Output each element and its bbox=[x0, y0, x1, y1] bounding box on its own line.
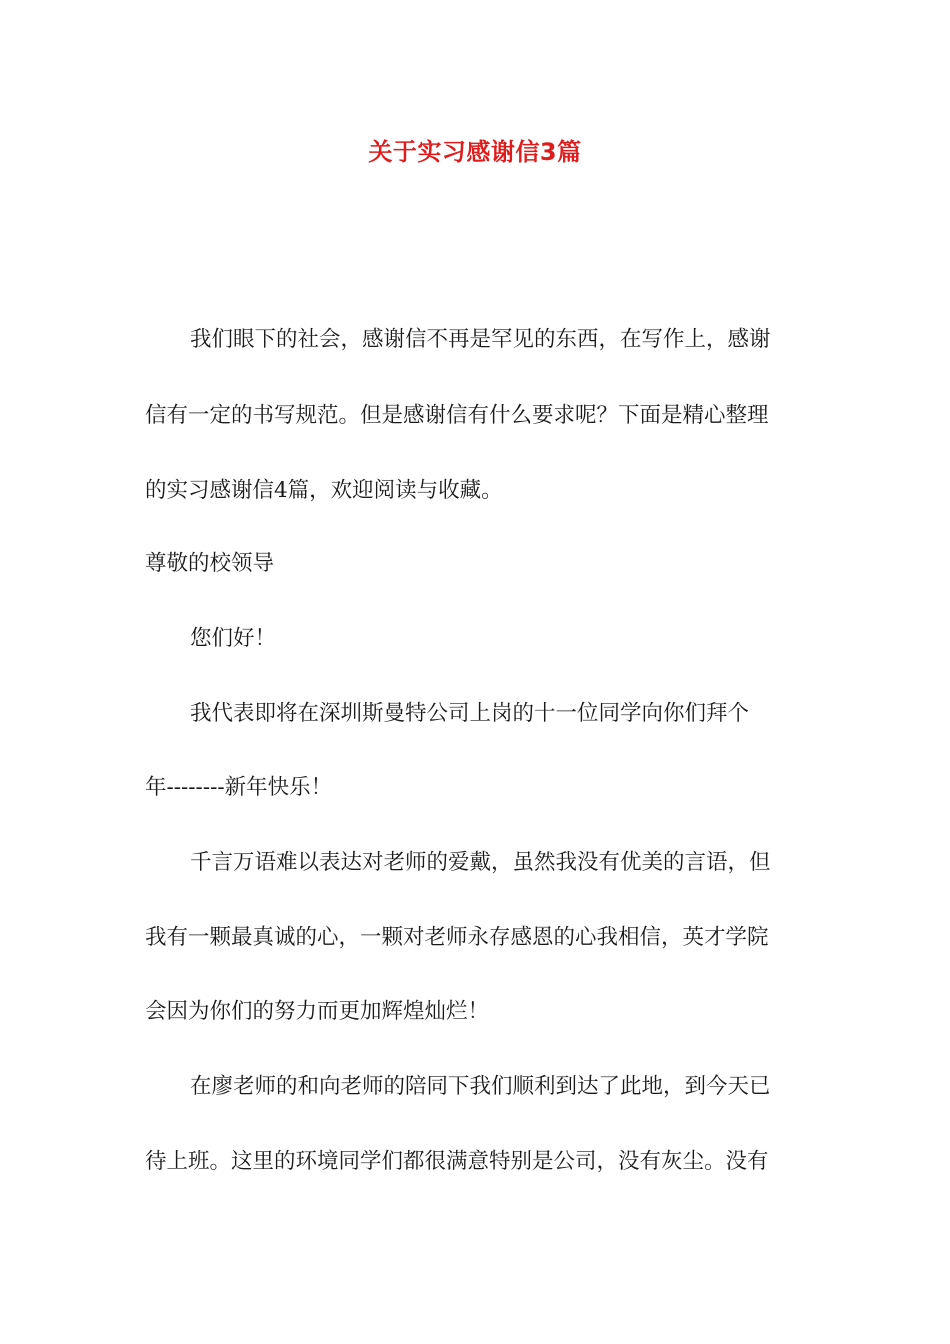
paragraph-line: 我有一颗最真诚的心，一颗对老师永存感恩的心我相信，英才学院 bbox=[145, 925, 769, 950]
paragraph-line: 待上班。这里的环境同学们都很满意特别是公司，没有灰尘。没有 bbox=[145, 1149, 769, 1174]
paragraph-line: 在廖老师的和向老师的陪同下我们顺利到达了此地，到今天已 bbox=[190, 1074, 771, 1099]
document-title: 关于实习感谢信3篇 bbox=[368, 138, 582, 166]
greeting-line: 您们好！ bbox=[190, 626, 277, 651]
paragraph-line: 我代表即将在深圳斯曼特公司上岗的十一位同学向你们拜个 bbox=[190, 701, 750, 726]
paragraph-line: 千言万语难以表达对老师的爱戴，虽然我没有优美的言语，但 bbox=[190, 850, 771, 875]
paragraph-line: 信有一定的书写规范。但是感谢信有什么要求呢？下面是精心整理 bbox=[145, 403, 769, 428]
paragraph-line: 年--------新年快乐！ bbox=[145, 775, 333, 800]
paragraph-line: 的实习感谢信4篇，欢迎阅读与收藏。 bbox=[145, 478, 503, 503]
paragraph-line: 会因为你们的努力而更加辉煌灿烂！ bbox=[145, 999, 490, 1024]
salutation-line: 尊敬的校领导 bbox=[145, 551, 275, 576]
paragraph-line: 我们眼下的社会，感谢信不再是罕见的东西，在写作上，感谢 bbox=[190, 327, 771, 352]
